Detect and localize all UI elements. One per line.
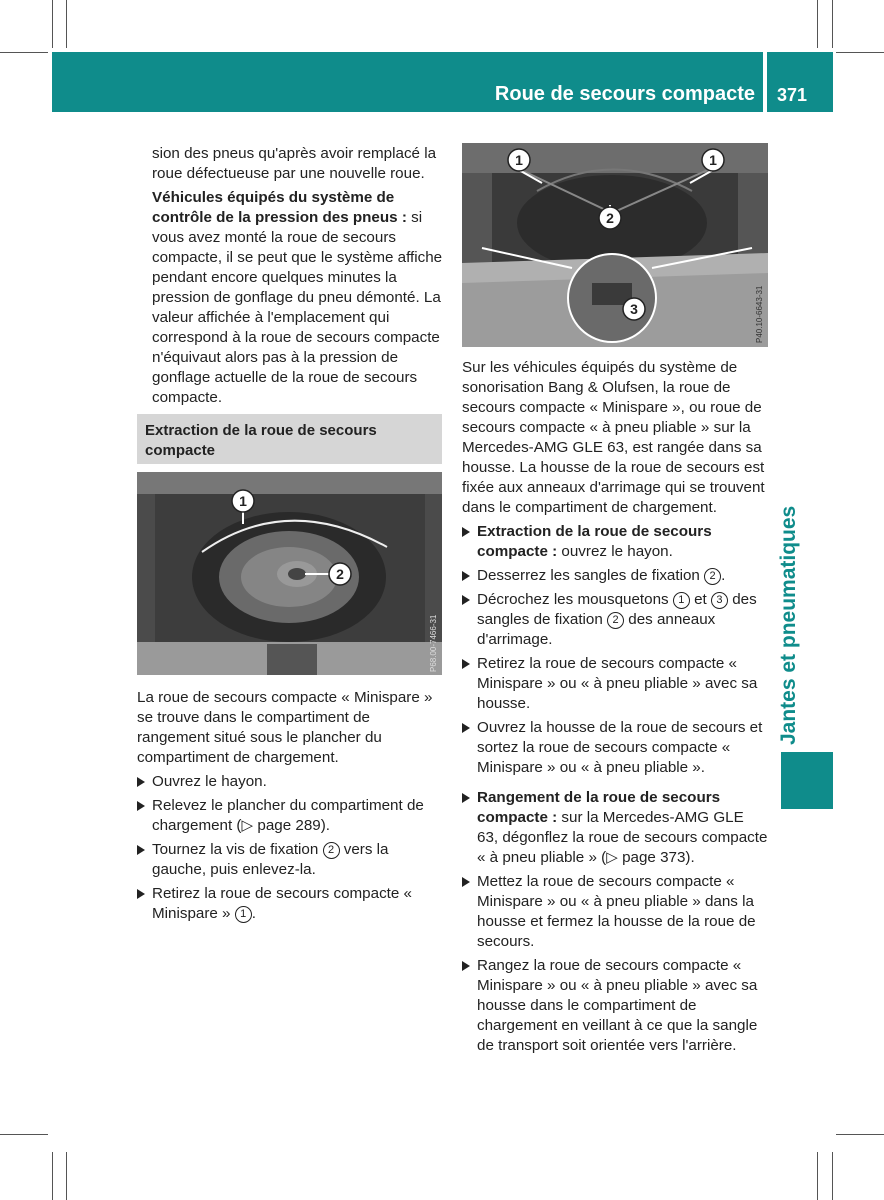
left-column-bottom: [137, 688, 443, 928]
callout-ref: 2: [607, 612, 624, 629]
page-number: 371: [777, 85, 808, 105]
step-text: .: [251, 905, 256, 922]
step-text: Retirez la roue de secours compacte « Minispare » ou « à pneu pliable » avec sa housse.: [477, 655, 758, 712]
image-code: P68.00-7466-31: [429, 614, 438, 672]
storage-step-1: [462, 872, 768, 952]
step-text: Relevez le plancher du compartiment de chargement (▷ page 289).: [152, 797, 424, 834]
step-text: sur la Mercedes-AMG GLE 63, dégonflez la roue de secours compacte « à pneu pliable » (▷ page 373).: [477, 809, 768, 866]
step-text: ouvrez le hayon.: [557, 543, 673, 560]
bullet-arrow-icon: [462, 877, 470, 887]
crop-mark: [836, 1134, 884, 1135]
bullet-arrow-icon: [137, 889, 145, 899]
bullet-arrow-icon: [462, 723, 470, 733]
callout-1: 1: [239, 493, 247, 509]
side-tab-marker: [781, 752, 833, 809]
step-text: .: [721, 567, 726, 584]
callout-ref: 1: [673, 592, 690, 609]
step-text: Desserrez les sangles de fixation: [477, 567, 705, 584]
bullet-arrow-icon: [462, 571, 470, 581]
intro-paragraph: La roue de secours compacte « Minispare » se trouve dans le compartiment de rangement situé sous le plancher du compartiment de chargement.: [137, 689, 433, 766]
step-text: Rangez la roue de secours compacte « Minispare » ou « à pneu pliable » avec sa housse dans le compartiment de chargement en veillant à ce que la sangle de transport soit orientée vers l'arrière.: [477, 957, 758, 1054]
storage-intro: [462, 788, 768, 868]
right-column-text: [462, 358, 768, 1060]
crop-mark: [817, 1152, 818, 1200]
bullet-arrow-icon: [462, 793, 470, 803]
step-text: Retirez la roue de secours compacte « Minispare »: [152, 885, 413, 922]
extraction-step-1: [462, 566, 768, 586]
left-column-top: [152, 144, 444, 412]
callout-layer: [462, 143, 768, 347]
crop-mark: [0, 52, 48, 53]
step-text: vers la gauche, puis enlevez-la.: [152, 841, 389, 878]
crop-mark: [832, 0, 833, 48]
side-tab-label: Jantes et pneumatiques: [777, 505, 800, 745]
step-text: Tournez la vis de fixation: [152, 841, 323, 858]
extraction-heading: Extraction de la roue de secours compacte :: [477, 523, 712, 560]
crop-mark: [0, 1134, 48, 1135]
step-text: Ouvrez la housse de la roue de secours et sortez la roue de secours compacte « Minispare » ou « à pneu pliable ».: [477, 719, 763, 776]
callout-ref: 2: [323, 842, 340, 859]
bullet-arrow-icon: [462, 527, 470, 537]
step-text: Décrochez les mousquetons: [477, 591, 673, 608]
step-text: Ouvrez le hayon.: [152, 773, 267, 790]
bullet-arrow-icon: [137, 777, 145, 787]
callout-3: 3: [630, 301, 638, 317]
extraction-intro: [462, 522, 768, 562]
header-bar: [52, 52, 763, 112]
crop-mark: [836, 52, 884, 53]
crop-mark: [66, 1152, 67, 1200]
callout-1-right: 1: [709, 152, 717, 168]
tpms-note: [152, 188, 444, 408]
step-4: [137, 884, 443, 924]
intro-text: sion des pneus qu'après avoir remplacé la roue défectueuse par une nouvelle roue.: [152, 145, 437, 182]
extraction-step-4: [462, 718, 768, 778]
bullet-arrow-icon: [462, 659, 470, 669]
callout-2: 2: [336, 566, 344, 582]
spare-wheel-photo: [137, 472, 442, 675]
bullet-arrow-icon: [462, 595, 470, 605]
step-1: [137, 772, 443, 792]
crop-mark: [52, 0, 53, 48]
step-3: [137, 840, 443, 880]
tpms-heading: Véhicules équipés du système de contrôle de la pression des pneus :: [152, 189, 407, 226]
storage-heading: Rangement de la roue de secours compacte :: [477, 789, 721, 826]
step-text: des sangles de fixation: [477, 591, 757, 628]
bullet-arrow-icon: [137, 801, 145, 811]
step-text: et: [689, 591, 711, 608]
step-2: [137, 796, 443, 836]
page-title: Roue de secours compacte: [494, 83, 755, 105]
spare-wheel-bag-photo: [462, 143, 768, 347]
storage-step-2: [462, 956, 768, 1056]
crop-mark: [66, 0, 67, 48]
crop-mark: [52, 1152, 53, 1200]
extraction-step-3: [462, 654, 768, 714]
bullet-arrow-icon: [137, 845, 145, 855]
step-text: des anneaux d'arrimage.: [477, 611, 716, 648]
bullet-arrow-icon: [462, 961, 470, 971]
callout-ref: 2: [704, 568, 721, 585]
page-number-box: [767, 52, 833, 112]
callout-layer: [137, 472, 442, 675]
callout-1-left: 1: [515, 152, 523, 168]
callout-ref: 1: [235, 906, 252, 923]
callout-ref: 3: [711, 592, 728, 609]
tpms-body: si vous avez monté la roue de secours compacte, il se peut que le système affiche pendant encore quelques minutes la pression de gonflage du pneu démonté. La valeur affichée à l'emplacement qui correspond à la roue de secours compacte n'équivaut alors pas à la pression de gonflage actuelle de la roue de secours compacte.: [152, 209, 443, 406]
extraction-step-2: [462, 590, 768, 650]
crop-mark: [817, 0, 818, 48]
image-code: P40.10-6643-31: [755, 285, 764, 343]
section-heading: Extraction de la roue de secours compacte: [137, 414, 442, 464]
crop-mark: [832, 1152, 833, 1200]
step-text: Mettez la roue de secours compacte « Minispare » ou « à pneu pliable » dans la housse et fermez la housse de la roue de secours.: [477, 873, 756, 950]
callout-2: 2: [606, 210, 614, 226]
bang-olufsen-paragraph: Sur les véhicules équipés du système de sonorisation Bang & Olufsen, la roue de secours compacte « Minispare », ou roue de secours compacte « à pneu pliable » sur la Mercedes-AMG GLE 63, est rangée dans sa housse. La housse de la roue de secours est fixée aux anneaux d'arrimage qui se trouvent dans le compartiment de chargement.: [462, 359, 765, 516]
